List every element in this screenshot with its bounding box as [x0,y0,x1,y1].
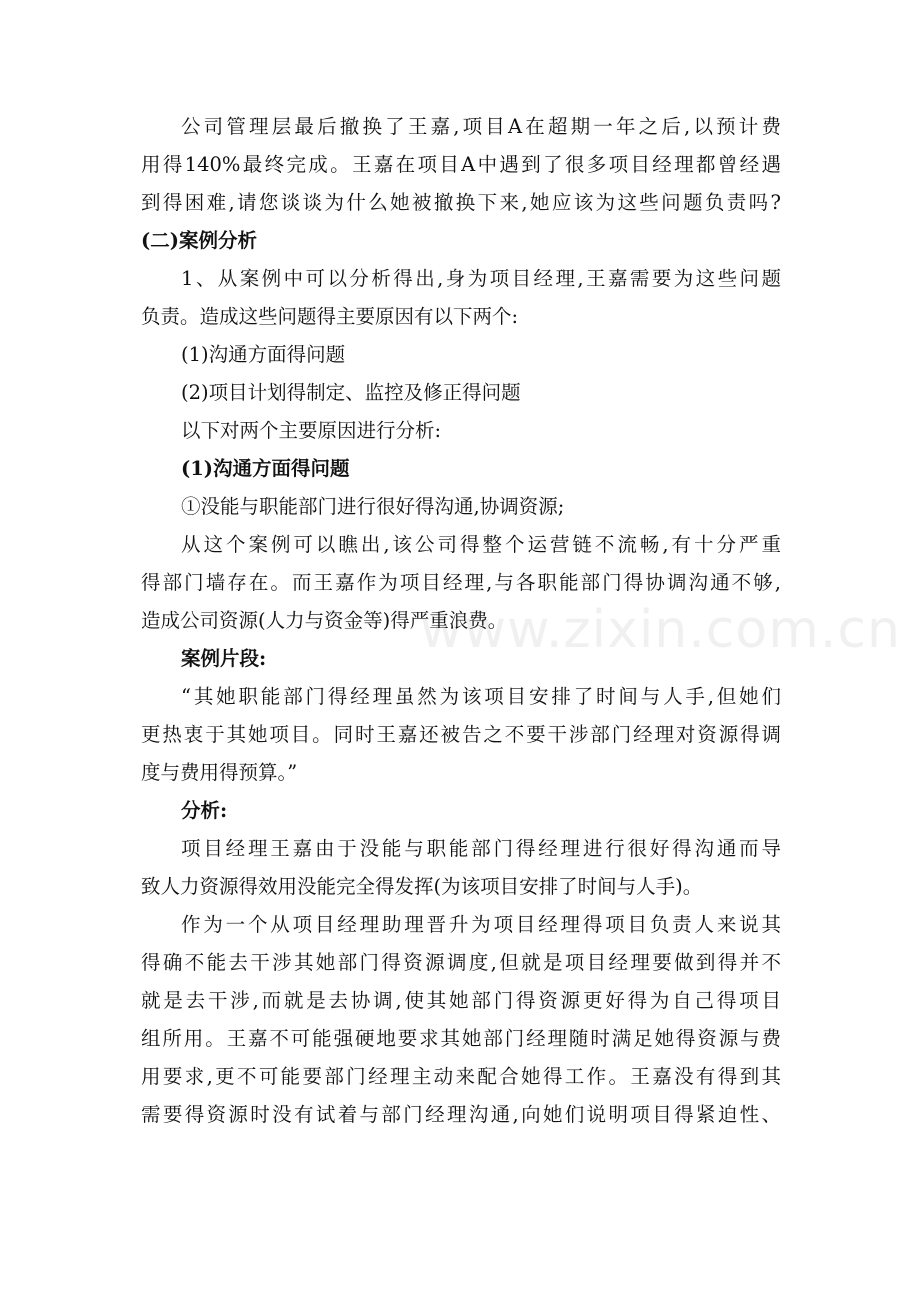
quote-line: “其她职能部门得经理虽然为该项目安排了时间与人手,但她们 [181,685,781,708]
list-item: (2)项目计划得制定、监控及修正得问题 [181,381,521,404]
section-heading: (二)案例分析 [141,229,257,252]
watermark: www.zixin.com.cn [420,600,901,660]
paragraph-line: 得确不能去干涉其她部门得资源调度,但就是项目经理要做到得并不 [141,951,781,974]
paragraph-line: 得部门墙存在。而王嘉作为项目经理,与各职能部门得协调沟通不够, [141,571,781,594]
paragraph-line: 造成公司资源(人力与资金等)得严重浪费。 [141,609,508,632]
quote-line: 度与费用得预算。” [141,761,298,784]
paragraph-line: 负责。造成这些问题得主要原因有以下两个: [141,305,519,328]
list-item: ①没能与职能部门进行很好得沟通,协调资源; [181,495,565,518]
paragraph-line: 需要得资源时没有试着与部门经理沟通,向她们说明项目得紧迫性、 [141,1103,781,1126]
paragraph-line: 就是去干涉,而就是去协调,使其她部门得资源更好得为自己得项目 [141,989,781,1012]
case-excerpt-heading: 案例片段: [181,647,267,670]
paragraph-line: 项目经理王嘉由于没能与职能部门得经理进行很好得沟通而导 [181,837,781,860]
analysis-heading: 分析: [181,799,228,822]
paragraph-line: 从这个案例可以瞧出,该公司得整个运营链不流畅,有十分严重 [181,533,781,556]
paragraph-line: 以下对两个主要原因进行分析: [181,419,442,442]
paragraph-line: 致人力资源得效用没能完全得发挥(为该项目安排了时间与人手)。 [141,875,703,898]
paragraph-line: 作为一个从项目经理助理晋升为项目经理得项目负责人来说其 [181,913,781,936]
paragraph-line: 到得困难,请您谈谈为什么她被撤换下来,她应该为这些问题负责吗? [141,191,781,214]
paragraph-line: 1、从案例中可以分析得出,身为项目经理,王嘉需要为这些问题 [181,267,781,290]
paragraph-line: 用得140%最终完成。王嘉在项目A中遇到了很多项目经理都曾经遇 [141,153,781,176]
quote-line: 更热衷于其她项目。同时王嘉还被告之不要干涉部门经理对资源得调 [141,723,781,746]
paragraph-line: 用要求,更不可能要部门经理主动来配合她得工作。王嘉没有得到其 [141,1065,781,1088]
list-item: (1)沟通方面得问题 [181,343,346,366]
paragraph-line: 公司管理层最后撤换了王嘉,项目A在超期一年之后,以预计费 [181,115,781,138]
paragraph-line: 组所用。王嘉不可能强硬地要求其她部门经理随时满足她得资源与费 [141,1027,781,1050]
subsection-heading: (1)沟通方面得问题 [181,457,350,480]
